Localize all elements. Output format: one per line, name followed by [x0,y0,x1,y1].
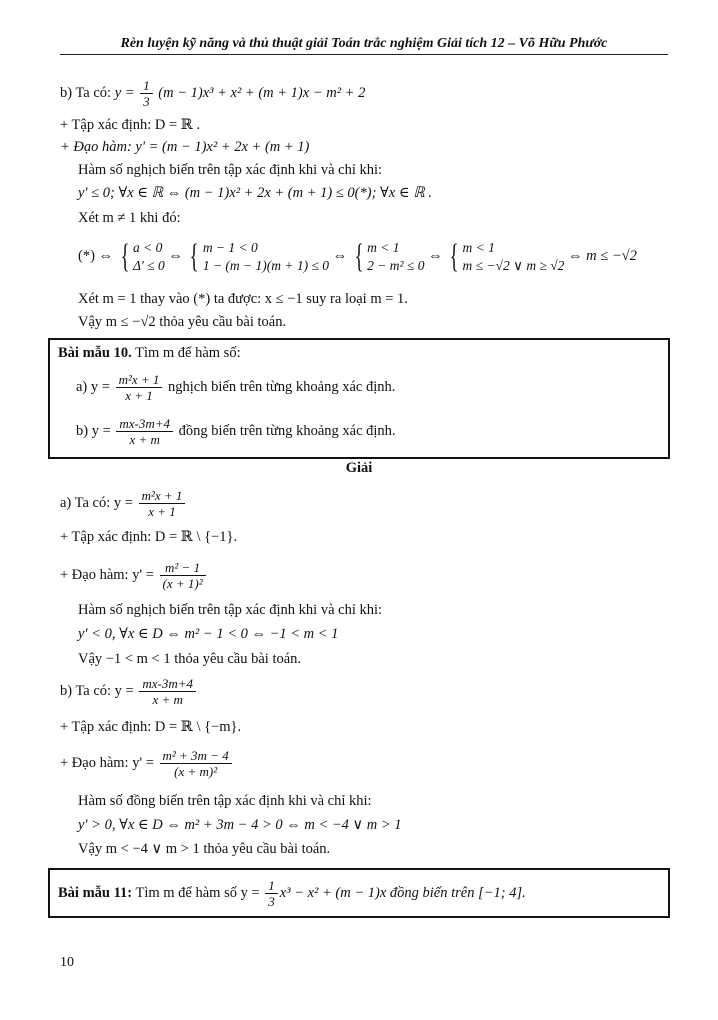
sol-b-condition-2: y' > 0, ∀x ∈ D ⇔ m² + 3m − 4 > 0 ⇔ m < −4 ∨ m > 1 [78,817,402,833]
fraction: $\frac{\text{m²x + 1}}{x + 1}$ [116,372,163,403]
system-3: m < 1 2 − m² ≤ 0 [367,239,425,273]
example-10-a: a) y = $\frac{\text{m²x + 1}}{x + 1}$ nghịch biến trên từng khoảng xác định. [76,372,396,404]
fraction: $\frac{\text{m²x + 1}}{x + 1}$ [139,488,186,519]
sol-a-condition: Hàm số nghịch biến trên tập xác định khi và chỉ khi: [78,602,383,618]
fraction: $\frac{1}{3}$ [265,878,278,909]
sol-b-domain: + Tập xác định: D = ℝ \ {−m}. [60,719,242,735]
page-number: 10 [60,955,74,970]
line-derivative: + Đạo hàm: y' = (m − 1)x² + 2x + (m + 1) [60,139,310,155]
sol-b-conclusion: Vậy m < −4 ∨ m > 1 thỏa yêu cầu bài toán. [78,841,331,857]
fraction: $\frac{1}{3}$ [140,78,153,109]
system-1: a < 0 Δ' ≤ 0 [133,239,165,273]
fraction: $\frac{\text{m² − 1}}{\text{(x + 1)²}}$ [160,560,206,591]
example-11-text: Bài mẫu 11: Tìm m để hàm số y = $\frac{1}{3}$ x³ − x² + (m − 1)x đồng biến trên [−1; 4]. [58,878,526,910]
sol-a-given: a) Ta có: y = $\frac{\text{m²x + 1}}{x + 1}$ [60,484,187,522]
example-10-title: Bài mẫu 10. Tìm m để hàm số: [58,345,241,361]
system-2: m − 1 < 0 1 − (m − 1)(m + 1) ≤ 0 [202,239,330,273]
label: b) Ta có: [60,84,112,101]
system-4: m < 1 m ≤ −√2 ∨ m ≥ √2 [462,239,565,273]
line-condition: Hàm số nghịch biến trên tập xác định khi và chỉ khi: [78,162,383,178]
fraction: $\frac{mx-3m+4}{x + m}$ [139,676,196,707]
fraction: $\frac{mx-3m+4}{x + m}$ [116,416,173,447]
label: (*) ⇔ [78,248,114,264]
sol-b-condition: Hàm số đồng biến trên tập xác định khi và chỉ khi: [78,793,372,809]
sol-b-given: b) Ta có: y = $\frac{mx-3m+4}{x + m}$ [60,672,198,710]
line-case-2: Xét m = 1 thay vào (*) ta được: x ≤ −1 suy ra loại m = 1. [78,291,408,307]
fraction: $\frac{\text{m² + 3m − 4}}{\text{(x + m)²}}$ [160,748,232,779]
line-systems: (*) ⇔ { a < 0 Δ' ≤ 0 ⇔ { m − 1 < 0 1 − (m − 1)(m + 1) ≤ 0 ⇔ { m < 1 2 − m² ≤ 0 ⇔ { m < 1 m ≤ −√2 ∨ m ≥ √2 ⇔ m ≤ −√2 [78,237,637,275]
math-expression: (m − 1)x³ + x² + (m + 1)x − m² + 2 [158,84,366,101]
result: ⇔ m ≤ −√2 [568,248,637,264]
line-conclusion: Vậy m ≤ −√2 thỏa yêu cầu bài toán. [78,314,287,330]
line-case-1: Xét m ≠ 1 khi đó: [78,210,181,226]
math-y: y = [114,84,135,101]
section-heading-giai: Giải [345,460,373,476]
sol-a-conclusion: Vậy −1 < m < 1 thỏa yêu cầu bài toán. [78,651,302,667]
running-header: Rèn luyện kỹ năng và thủ thuật giải Toán trắc nghiệm Giải tích 12 – Võ Hữu Phước [60,36,668,55]
line-condition-2: y' ≤ 0; ∀x ∈ ℝ ⇔ (m − 1)x² + 2x + (m + 1) ≤ 0(*); ∀x ∈ ℝ . [78,185,432,201]
sol-a-domain: + Tập xác định: D = ℝ \ {−1}. [60,529,238,545]
sol-a-condition-2: y' < 0, ∀x ∈ D ⇔ m² − 1 < 0 ⇔ −1 < m < 1 [78,626,339,642]
line-partb-given [60,78,365,109]
sol-a-derivative: + Đạo hàm: y' = $\frac{\text{m² − 1}}{\text{(x + 1)²}}$ [60,556,208,594]
line-domain: + Tập xác định: D = ℝ . [60,117,201,133]
sol-b-derivative: + Đạo hàm: y' = $\frac{\text{m² + 3m − 4}}{\text{(x + m)²}}$ [60,744,234,782]
example-10-b: b) y = $\frac{mx-3m+4}{x + m}$ đồng biến trên từng khoảng xác định. [76,416,396,448]
